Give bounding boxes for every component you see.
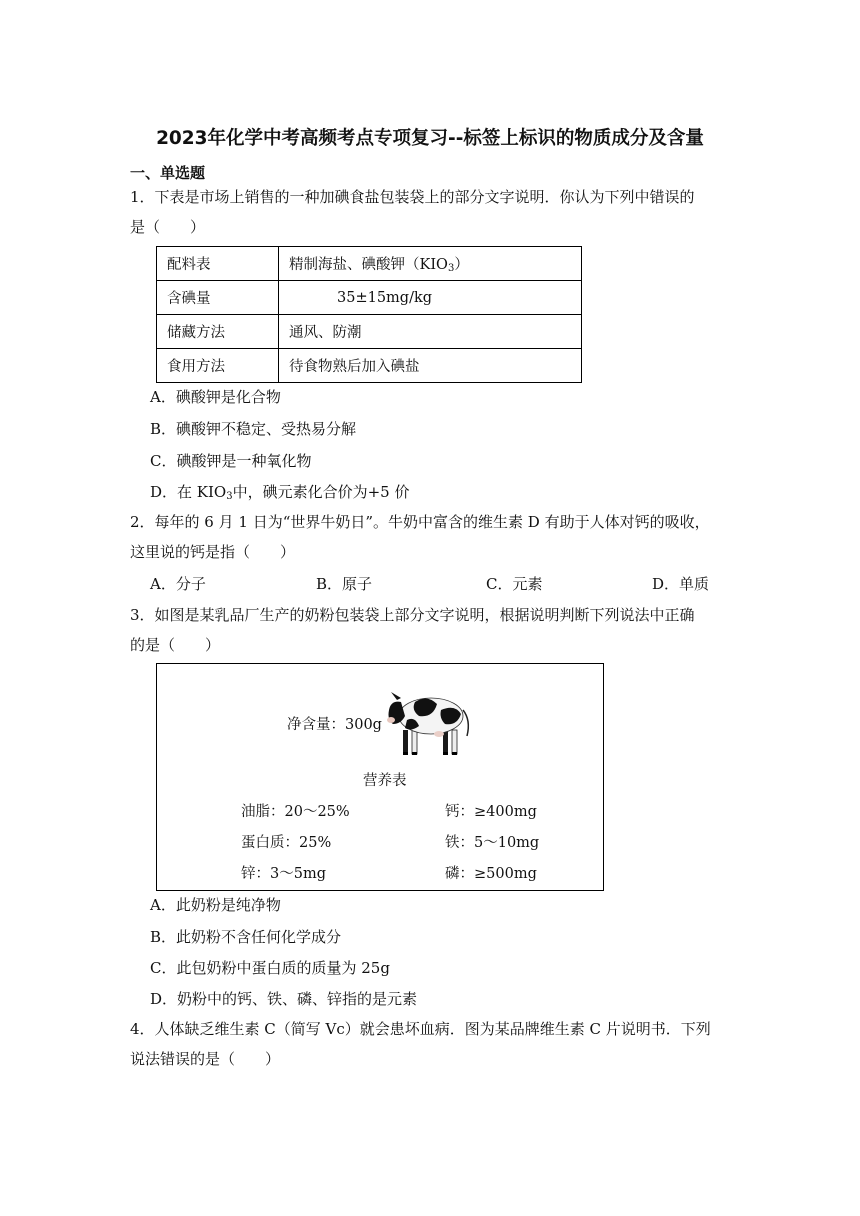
section-heading: 一、单选题 [130,164,206,182]
question-2-option-c: C．元素 [486,575,543,593]
question-1-line-2: 是（ ） [130,218,206,236]
nutrition-fat: 油脂：20～25% [241,804,350,820]
question-1-option-c: C．碘酸钾是一种氧化物 [150,452,312,470]
document-title: 2023年化学中考高频考点专项复习--标签上标识的物质成分及含量 [156,128,704,149]
net-content: 净含量：300g [287,717,382,733]
question-3-option-b: B．此奶粉不含任何化学成分 [150,928,342,946]
nutrition-table-title: 营养表 [363,773,407,789]
question-2-option-d: D．单质 [652,575,710,593]
table-cell-label: 储藏方法 [157,315,279,349]
question-4-line-1: 4．人体缺乏维生素 C（简写 Vc）就会患坏血病．图为某品牌维生素 C 片说明书．下列 [130,1020,711,1038]
question-1-option-b: B．碘酸钾不稳定、受热易分解 [150,420,357,438]
table-cell-label: 含碘量 [157,281,279,315]
table-row [157,247,582,281]
table-row [157,349,582,383]
table-cell-value: 通风、防潮 [279,315,582,349]
table-row [157,315,582,349]
nutrition-protein: 蛋白质：25% [241,835,332,851]
question-3-option-d: D．奶粉中的钙、铁、磷、锌指的是元素 [150,990,418,1008]
question-4-line-2: 说法错误的是（ ） [130,1050,281,1068]
question-3-line-1: 3．如图是某乳品厂生产的奶粉包装袋上部分文字说明，根据说明判断下列说法中正确 [130,606,695,624]
question-2-option-a: A．分子 [150,575,206,593]
table-cell-label: 食用方法 [157,349,279,383]
question-1-line-1: 1．下表是市场上销售的一种加碘食盐包装袋上的部分文字说明．你认为下列中错误的 [130,188,695,206]
question-3-option-a: A．此奶粉是纯净物 [150,896,281,914]
question-3-line-2: 的是（ ） [130,636,221,654]
question-2-option-b: B．原子 [316,575,373,593]
nutrition-calcium: 钙：≥400mg [445,804,537,820]
nutrition-zinc: 锌：3～5mg [241,866,326,882]
cow-icon [385,680,481,760]
question-3-option-c: C．此包奶粉中蛋白质的质量为 25g [150,959,390,977]
iodized-salt-table [156,246,582,383]
question-1-option-d: D．在 $KIO_3$中，碘元素化合价为+5 价 [150,483,410,502]
question-2-line-2: 这里说的钙是指（ ） [130,543,296,561]
table-cell-value: 待食物熟后加入碘盐 [279,349,582,383]
table-cell-label: 配料表 [157,247,279,281]
table-cell-value: 精制海盐、碘酸钾$(KIO_3)$ [279,247,582,281]
question-1-option-a: A．碘酸钾是化合物 [150,388,281,406]
table-row [157,281,582,315]
nutrition-phosphorus: 磷：≥500mg [445,866,537,882]
question-2-line-1: 2．每年的 6 月 1 日为“世界牛奶日”。牛奶中富含的维生素 D 有助于人体对钙的吸收， [130,513,710,531]
milk-powder-label [156,663,604,891]
nutrition-iron: 铁：5～10mg [445,835,540,851]
table-cell-value: 35±15mg/kg [279,281,582,315]
